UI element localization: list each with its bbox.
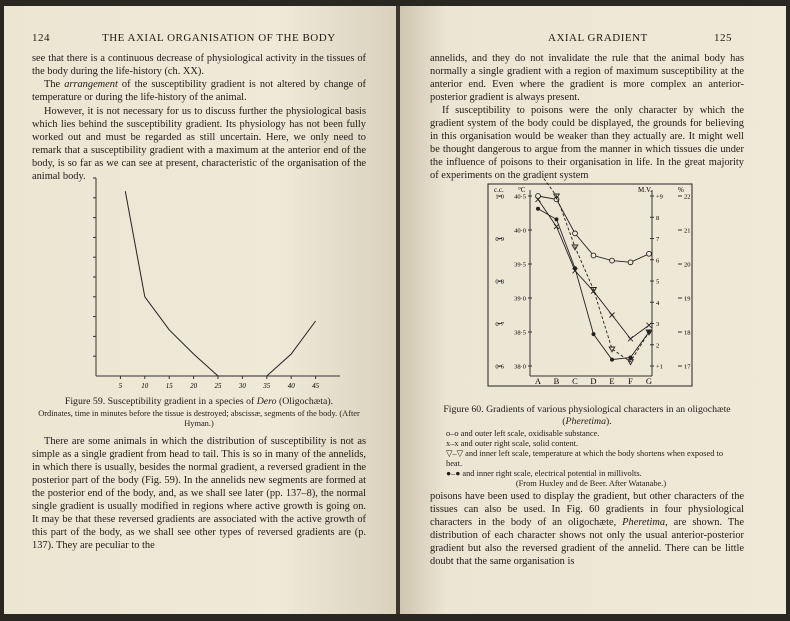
fig60-inner-left-label: 40·0 bbox=[514, 227, 526, 235]
page-number-right: 125 bbox=[714, 32, 732, 44]
fig60-outer-right-label: 21 bbox=[684, 227, 691, 235]
fig60-point-solid bbox=[610, 313, 615, 318]
figure-59-note: Ordinates, time in minutes before the tissue is destroyed; abscissæ, segments of the body. (After Hyman.) bbox=[38, 409, 360, 428]
fig60-point-oxidisable bbox=[647, 251, 652, 256]
paragraph-4: There are some animals in which the distribution of susceptibility is not as simple as a single gradient from head to tail. This is so in many of the annelids, in which there is usually, besides the normal gradient, a reversed gradient in the posterior part of the body (Fig. 59). In the annelids new segments are formed at the posterior end of the body, and, as we shall see later (pp. 137–8), the normal single gradient is usually modified in regions where active growth is going on. It may be that these reversed gradients are associated with the active growth of this part of the body, as we shall see other types of reversed gradients are (p. 137). They are peculiar to the bbox=[32, 436, 366, 551]
fig60-series-line bbox=[538, 199, 649, 338]
legend-potential: ●–● and inner right scale, electrical potential in millivolts. bbox=[446, 469, 642, 478]
figure-59-chart bbox=[82, 174, 344, 390]
fig60-point-potential bbox=[629, 356, 633, 360]
fig59-x-tick-label: 20 bbox=[190, 382, 198, 390]
fig59-x-tick-label: 5 bbox=[118, 382, 123, 390]
fig60-category-label: G bbox=[645, 376, 653, 386]
fig60-outer-left-label: 0·9 bbox=[495, 236, 504, 243]
fig60-outer-right-label: 22 bbox=[684, 193, 691, 201]
fig60-outer-left-unit: c.c. bbox=[494, 186, 504, 194]
running-head-right: AXIAL GRADIENT bbox=[548, 32, 648, 44]
right-paragraph-2: If susceptibility to poisons were the only character by which the gradient system of the body could be displayed, the grounds for believing in this organisation would be weaker than they actually are. It might well be thought dangerous to argue from the manner in which tissues die under the influence of poisons to their organisation in life. In the great majority of experiments on the gradient system bbox=[430, 105, 744, 181]
fig60-point-oxidisable bbox=[628, 260, 633, 265]
figure-60-source: (From Huxley and de Beer. After Watanabe.) bbox=[515, 479, 667, 488]
fig60-outer-right-label: 18 bbox=[684, 329, 691, 337]
fig60-inner-right-label: +9 bbox=[656, 193, 663, 201]
paragraph-1: see that there is a continuous decrease of physiological activity in the tissues of the body during the life-history (ch. XX). bbox=[32, 53, 366, 77]
fig60-inner-left-label: 39·0 bbox=[514, 295, 526, 303]
paragraph-2: The arrangement of the susceptibility gradient is not altered by change of temperature or during the life-history of the animal. bbox=[32, 79, 366, 103]
fig60-inner-right-label: 3 bbox=[656, 321, 660, 328]
right-paragraph-3: poisons have been used to display the gradient, but other characters of the tissues can also be used. In Fig. 60 gradients in four physiological characters in the body of an oligochæte, Pheretima, are shown. The distribution of each character shows not only the usual anterior-posterior gradient but also the reversed gradient of the annelid. There can be little doubt that the same organisation is bbox=[430, 491, 744, 567]
fig60-category-label: C bbox=[572, 376, 578, 386]
fig59-x-tick-label: 25 bbox=[214, 382, 222, 390]
fig60-point-potential bbox=[647, 330, 651, 334]
fig59-x-tick-label: 30 bbox=[238, 382, 246, 390]
fig60-point-potential bbox=[610, 358, 614, 362]
fig60-outer-right-unit: % bbox=[678, 186, 684, 194]
fig59-series-line bbox=[125, 191, 315, 376]
fig60-point-potential bbox=[573, 266, 577, 270]
fig60-category-label: A bbox=[534, 376, 542, 386]
fig60-outer-left-label: 1·0 bbox=[495, 193, 504, 201]
fig60-inner-right-label: 4 bbox=[656, 299, 660, 307]
fig60-inner-right-label: 6 bbox=[656, 257, 660, 265]
fig60-point-solid bbox=[647, 323, 652, 328]
fig60-category-label: F bbox=[628, 376, 633, 386]
fig60-category-label: B bbox=[553, 376, 560, 386]
fig60-outer-right-label: 19 bbox=[684, 295, 691, 303]
fig60-inner-right-label: 5 bbox=[656, 278, 660, 286]
fig60-inner-left-unit: °C bbox=[518, 186, 526, 194]
fig59-x-tick-label: 15 bbox=[165, 382, 173, 390]
left-page bbox=[4, 6, 398, 614]
fig59-x-tick-label: 35 bbox=[263, 382, 271, 390]
fig60-inner-right-unit: M.V. bbox=[638, 186, 652, 194]
fig60-outer-left-label: 0·6 bbox=[495, 363, 504, 371]
fig60-point-potential bbox=[536, 207, 540, 211]
figure-59-caption: Figure 59. Susceptibility gradient in a species of Dero (Oligochæta). bbox=[64, 396, 334, 407]
page-number-left: 124 bbox=[32, 32, 50, 44]
fig59-x-tick-label: 10 bbox=[141, 382, 149, 390]
fig60-inner-left-label: 38·0 bbox=[514, 363, 526, 371]
fig60-category-label: D bbox=[590, 376, 597, 386]
fig60-frame bbox=[488, 184, 692, 386]
legend-oxidisable: o–o and outer left scale, oxidisable substance. bbox=[446, 429, 600, 438]
fig60-inner-right-label: 7 bbox=[656, 236, 660, 243]
fig60-inner-right-label: 2 bbox=[656, 342, 660, 350]
legend-temperature: ▽–▽ and inner left scale, temperature at which the body shortens when exposed to heat. bbox=[446, 449, 724, 468]
fig60-point-oxidisable bbox=[573, 231, 578, 236]
fig59-x-tick-label: 40 bbox=[287, 382, 295, 390]
fig60-inner-right-label: 8 bbox=[656, 214, 660, 222]
fig60-outer-right-label: 17 bbox=[684, 363, 691, 371]
fig60-point-oxidisable bbox=[591, 253, 596, 258]
fig60-point-solid bbox=[628, 336, 633, 341]
fig60-inner-left-label: 38·5 bbox=[514, 329, 526, 337]
figure-60-caption: Figure 60. Gradients of various physiological characters in an oligochæte (Pheretima). bbox=[443, 404, 731, 427]
fig60-outer-left-label: 0·8 bbox=[495, 278, 504, 286]
fig60-inner-right-label: +1 bbox=[656, 363, 663, 371]
fig60-point-potential bbox=[555, 217, 559, 221]
fig60-point-oxidisable bbox=[610, 258, 615, 263]
fig59-x-tick-label: 45 bbox=[312, 382, 320, 390]
right-page bbox=[400, 6, 786, 614]
fig60-series-line bbox=[538, 196, 649, 262]
fig60-inner-left-label: 39·5 bbox=[514, 261, 526, 269]
fig60-inner-left-label: 40·5 bbox=[514, 193, 526, 201]
fig60-outer-left-label: 0·7 bbox=[495, 321, 504, 328]
paragraph-3: However, it is not necessary for us to discuss further the physiological basis which lies behind the susceptibility gradient. Its physiology has not been fully worked out and must be regarded as still uncertain. Here, we only need to remark that a susceptibility gradient with a maximum at the anterior end of the body, is so far as we can see at present, characteristic of the organisation of the animal body. bbox=[32, 106, 366, 182]
fig60-point-temperature bbox=[609, 347, 615, 352]
fig60-category-label: E bbox=[609, 376, 615, 386]
legend-solid-content: x–x and outer right scale, solid content. bbox=[446, 439, 579, 448]
figure-60-legend bbox=[446, 429, 736, 489]
fig60-outer-right-label: 20 bbox=[684, 261, 691, 269]
fig60-point-potential bbox=[592, 332, 596, 336]
right-paragraph-1: annelids, and they do not invalidate the rule that the animal body has normally a single gradient with a region of maximum susceptibility at the anterior end. Even where the gradient is more complex an anterior-posterior gradient is always present. bbox=[430, 53, 744, 103]
running-head-left: THE AXIAL ORGANISATION OF THE BODY bbox=[102, 32, 336, 44]
figure-60-chart bbox=[460, 178, 722, 396]
